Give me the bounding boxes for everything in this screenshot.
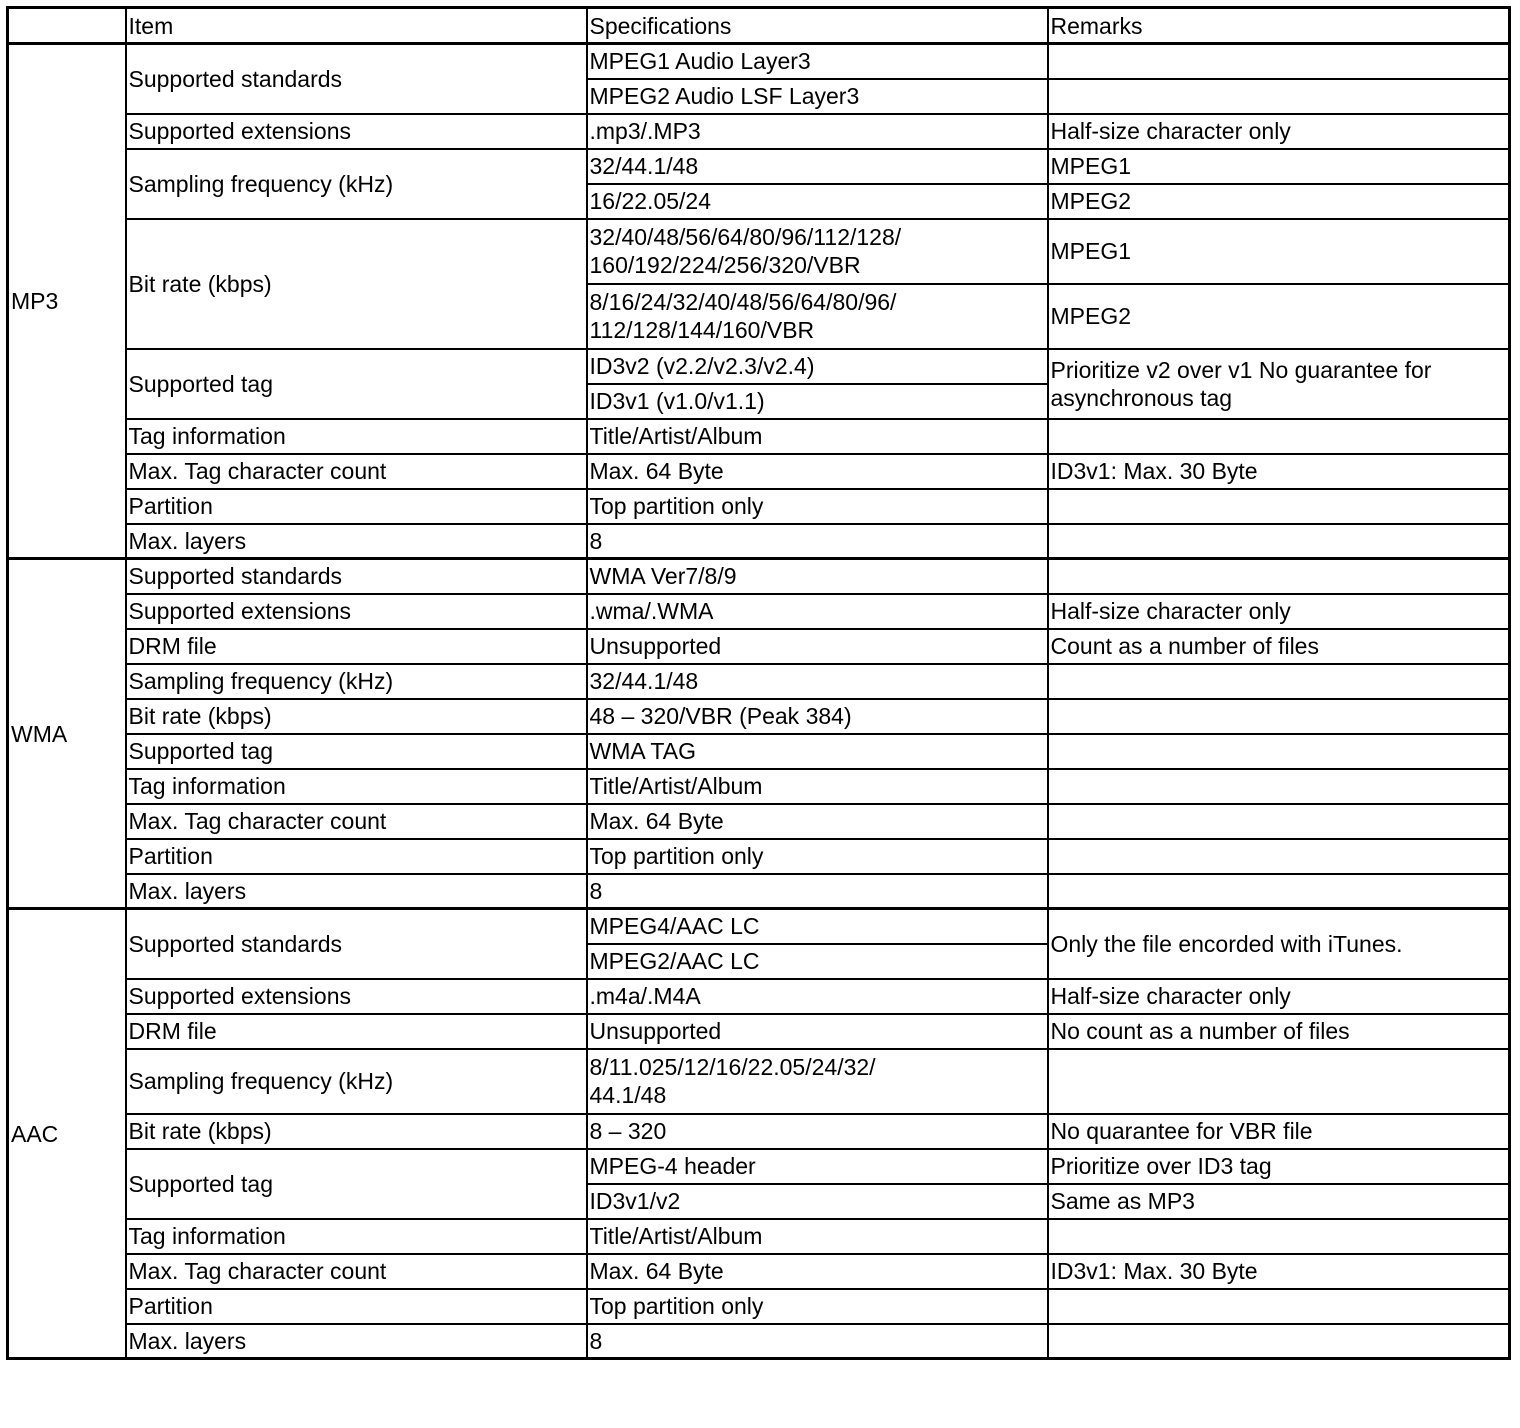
item-cell: Supported extensions	[126, 979, 587, 1014]
table-row	[8, 1149, 1510, 1184]
specification-cell: 8	[587, 1324, 1048, 1359]
remarks-cell: MPEG2	[1048, 284, 1510, 349]
table-row	[8, 219, 1510, 284]
specification-cell: .wma/.WMA	[587, 594, 1048, 629]
remarks-cell: MPEG1	[1048, 219, 1510, 284]
format-name-cell: AAC	[8, 909, 126, 1359]
header-specifications: Specifications	[587, 8, 1048, 44]
table-row	[8, 1324, 1510, 1359]
item-cell: Max. Tag character count	[126, 804, 587, 839]
specification-cell: MPEG2/AAC LC	[587, 944, 1048, 979]
specification-cell: WMA Ver7/8/9	[587, 559, 1048, 594]
table-row	[8, 874, 1510, 909]
remarks-cell: No count as a number of files	[1048, 1014, 1510, 1049]
specification-cell: 8	[587, 524, 1048, 559]
format-group-aac	[8, 909, 1510, 1359]
format-name-cell: WMA	[8, 559, 126, 909]
remarks-cell: ID3v1: Max. 30 Byte	[1048, 1254, 1510, 1289]
table-row	[8, 524, 1510, 559]
format-name-cell: MP3	[8, 44, 126, 559]
specification-cell: Title/Artist/Album	[587, 769, 1048, 804]
item-cell: Max. layers	[126, 1324, 587, 1359]
specification-cell: .mp3/.MP3	[587, 114, 1048, 149]
remarks-cell	[1048, 489, 1510, 524]
item-cell: Bit rate (kbps)	[126, 219, 587, 349]
specification-cell: Max. 64 Byte	[587, 1254, 1048, 1289]
header-item: Item	[126, 8, 587, 44]
specification-cell: Top partition only	[587, 1289, 1048, 1324]
specification-cell: MPEG2 Audio LSF Layer3	[587, 79, 1048, 114]
table-row	[8, 804, 1510, 839]
remarks-cell	[1048, 1289, 1510, 1324]
specification-cell: Title/Artist/Album	[587, 1219, 1048, 1254]
specification-cell: ID3v2 (v2.2/v2.3/v2.4)	[587, 349, 1048, 384]
item-cell: Tag information	[126, 419, 587, 454]
table-row	[8, 489, 1510, 524]
item-cell: Max. layers	[126, 524, 587, 559]
remarks-cell: MPEG1	[1048, 149, 1510, 184]
item-cell: DRM file	[126, 1014, 587, 1049]
remarks-cell	[1048, 804, 1510, 839]
specification-cell: MPEG-4 header	[587, 1149, 1048, 1184]
specification-cell: 32/40/48/56/64/80/96/112/128/ 160/192/224/256/320/VBR	[587, 219, 1048, 284]
item-cell: Supported extensions	[126, 114, 587, 149]
remarks-cell	[1048, 769, 1510, 804]
specification-cell: 48 – 320/VBR (Peak 384)	[587, 699, 1048, 734]
specification-cell: Max. 64 Byte	[587, 804, 1048, 839]
specification-cell: Unsupported	[587, 629, 1048, 664]
specification-cell: 8/16/24/32/40/48/56/64/80/96/ 112/128/144/160/VBR	[587, 284, 1048, 349]
item-cell: Supported tag	[126, 349, 587, 419]
specification-cell: Top partition only	[587, 839, 1048, 874]
item-cell: Supported standards	[126, 909, 587, 979]
item-cell: Supported extensions	[126, 594, 587, 629]
remarks-cell	[1048, 734, 1510, 769]
item-cell: Supported standards	[126, 559, 587, 594]
table-row	[8, 454, 1510, 489]
specification-cell: 32/44.1/48	[587, 664, 1048, 699]
item-cell: Max. layers	[126, 874, 587, 909]
table-row	[8, 909, 1510, 944]
specification-cell: ID3v1/v2	[587, 1184, 1048, 1219]
item-cell: Supported tag	[126, 734, 587, 769]
remarks-cell	[1048, 1324, 1510, 1359]
item-cell: DRM file	[126, 629, 587, 664]
remarks-cell	[1048, 419, 1510, 454]
item-cell: Tag information	[126, 1219, 587, 1254]
item-cell: Partition	[126, 1289, 587, 1324]
specification-cell: 8	[587, 874, 1048, 909]
remarks-cell: Only the file encorded with iTunes.	[1048, 909, 1510, 979]
table-row	[8, 979, 1510, 1014]
table-row	[8, 699, 1510, 734]
item-cell: Partition	[126, 839, 587, 874]
specification-cell: 32/44.1/48	[587, 149, 1048, 184]
specification-cell: 8/11.025/12/16/22.05/24/32/ 44.1/48	[587, 1049, 1048, 1114]
remarks-cell: Same as MP3	[1048, 1184, 1510, 1219]
remarks-cell	[1048, 524, 1510, 559]
remarks-cell: MPEG2	[1048, 184, 1510, 219]
remarks-cell: Half-size character only	[1048, 979, 1510, 1014]
remarks-cell	[1048, 699, 1510, 734]
item-cell: Supported standards	[126, 44, 587, 114]
item-cell: Max. Tag character count	[126, 454, 587, 489]
table-row	[8, 769, 1510, 804]
remarks-cell: Half-size character only	[1048, 114, 1510, 149]
remarks-cell: ID3v1: Max. 30 Byte	[1048, 454, 1510, 489]
header-remarks: Remarks	[1048, 8, 1510, 44]
remarks-cell	[1048, 874, 1510, 909]
specification-cell: Title/Artist/Album	[587, 419, 1048, 454]
item-cell: Sampling frequency (kHz)	[126, 664, 587, 699]
item-cell: Sampling frequency (kHz)	[126, 149, 587, 219]
table-row	[8, 1219, 1510, 1254]
table-row	[8, 629, 1510, 664]
table-row	[8, 1014, 1510, 1049]
specification-cell: 8 – 320	[587, 1114, 1048, 1149]
table-row	[8, 1289, 1510, 1324]
item-cell: Partition	[126, 489, 587, 524]
remarks-cell: Prioritize v2 over v1 No guarantee for asynchronous tag	[1048, 349, 1510, 419]
remarks-cell: Count as a number of files	[1048, 629, 1510, 664]
table-row	[8, 1114, 1510, 1149]
header-format	[8, 8, 126, 44]
specification-cell: .m4a/.M4A	[587, 979, 1048, 1014]
specification-cell: ID3v1 (v1.0/v1.1)	[587, 384, 1048, 419]
remarks-cell: Prioritize over ID3 tag	[1048, 1149, 1510, 1184]
remarks-cell	[1048, 1049, 1510, 1114]
item-cell: Bit rate (kbps)	[126, 699, 587, 734]
table-row	[8, 594, 1510, 629]
remarks-cell: No quarantee for VBR file	[1048, 1114, 1510, 1149]
table-row	[8, 1049, 1510, 1114]
table-row	[8, 839, 1510, 874]
remarks-cell	[1048, 559, 1510, 594]
format-group-wma	[8, 559, 1510, 909]
table-row	[8, 559, 1510, 594]
remarks-cell: Half-size character only	[1048, 594, 1510, 629]
table-row	[8, 419, 1510, 454]
table-row	[8, 149, 1510, 184]
item-cell: Max. Tag character count	[126, 1254, 587, 1289]
specification-cell: MPEG1 Audio Layer3	[587, 44, 1048, 79]
specification-cell: Unsupported	[587, 1014, 1048, 1049]
specification-cell: WMA TAG	[587, 734, 1048, 769]
item-cell: Sampling frequency (kHz)	[126, 1049, 587, 1114]
table-header	[8, 8, 1510, 44]
table-row	[8, 114, 1510, 149]
remarks-cell	[1048, 44, 1510, 79]
item-cell: Supported tag	[126, 1149, 587, 1219]
specification-cell: Top partition only	[587, 489, 1048, 524]
table-row	[8, 44, 1510, 79]
remarks-cell	[1048, 664, 1510, 699]
remarks-cell	[1048, 79, 1510, 114]
table-row	[8, 734, 1510, 769]
table-row	[8, 349, 1510, 384]
spec-table	[6, 6, 1511, 1360]
item-cell: Bit rate (kbps)	[126, 1114, 587, 1149]
specification-cell: 16/22.05/24	[587, 184, 1048, 219]
remarks-cell	[1048, 1219, 1510, 1254]
table-row	[8, 664, 1510, 699]
specification-cell: Max. 64 Byte	[587, 454, 1048, 489]
table-row	[8, 1254, 1510, 1289]
format-group-mp3	[8, 44, 1510, 559]
specification-cell: MPEG4/AAC LC	[587, 909, 1048, 944]
remarks-cell	[1048, 839, 1510, 874]
item-cell: Tag information	[126, 769, 587, 804]
header-row	[8, 8, 1510, 44]
